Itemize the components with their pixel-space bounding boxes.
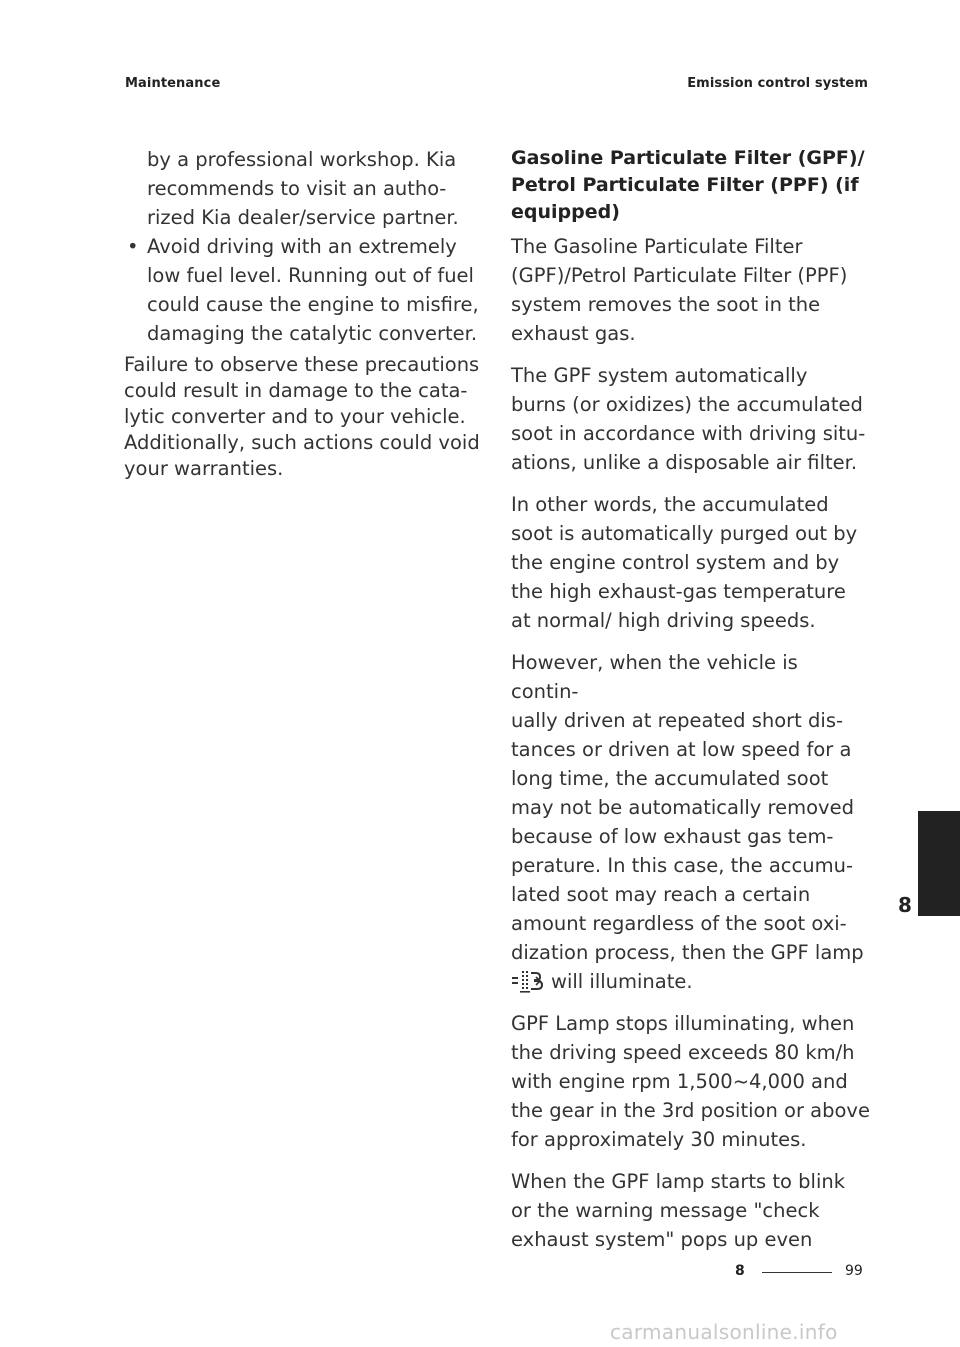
text-line: perature. In this case, the accumu‐ xyxy=(511,854,853,877)
section-heading xyxy=(511,145,871,226)
text-line: When the GPF lamp starts to blink xyxy=(511,1170,846,1193)
text-line: ually driven at repeated short dis‐ xyxy=(511,709,844,732)
paragraph-gpf-blink xyxy=(511,1167,871,1254)
heading-line: Petrol Particulate Filter (PPF) (if xyxy=(511,174,859,196)
text-line: In other words, the accumulated xyxy=(511,493,829,516)
text-line: because of low exhaust gas tem‐ xyxy=(511,825,834,848)
chapter-number: 8 xyxy=(898,893,912,917)
text-line: amount regardless of the soot oxi‐ xyxy=(511,912,847,935)
running-header-topic: Emission control system xyxy=(687,76,868,91)
text-line: by a professional workshop. Kia xyxy=(147,148,457,171)
page-number: 99 xyxy=(845,1263,863,1279)
paragraph-gpf-intro xyxy=(511,232,871,348)
text-line: recommends to visit an autho‐ xyxy=(147,177,447,200)
text-line: the engine control system and by xyxy=(511,551,840,574)
text-line: lated soot may reach a certain xyxy=(511,883,811,906)
paragraph-gpf-purge xyxy=(511,490,871,635)
paragraph-gpf-burn xyxy=(511,361,871,477)
heading-line: equipped) xyxy=(511,201,620,223)
running-header-section: Maintenance xyxy=(125,76,221,91)
text-line: The Gasoline Particulate Filter xyxy=(511,235,803,258)
chapter-tab xyxy=(918,811,960,916)
text-line: Avoid driving with an extremely xyxy=(147,235,457,258)
text-line: could result in damage to the cata‐ xyxy=(124,379,468,402)
bullet-item xyxy=(124,232,480,348)
text-line: rized Kia dealer/service partner. xyxy=(147,206,459,229)
text-line: soot is automatically purged out by xyxy=(511,522,858,545)
text-line: the driving speed exceeds 80 km/h xyxy=(511,1041,855,1064)
text-line: burns (or oxidizes) the accumulated xyxy=(511,393,863,416)
text-line: ations, unlike a disposable air filter. xyxy=(511,451,858,474)
icon-line-tail: will illuminate. xyxy=(551,970,693,993)
footer-divider xyxy=(762,1272,832,1273)
text-line: (GPF)/Petrol Particulate Filter (PPF) xyxy=(511,264,848,287)
text-line: Additionally, such actions could void xyxy=(124,431,480,454)
text-line: or the warning message "check xyxy=(511,1199,820,1222)
text-line: soot in accordance with driving situ‐ xyxy=(511,422,866,445)
text-line: exhaust gas. xyxy=(511,322,636,345)
text-line: at normal/ high driving speeds. xyxy=(511,609,816,632)
text-line: long time, the accumulated soot xyxy=(511,767,829,790)
gpf-lamp-icon xyxy=(511,969,547,993)
text-line: your warranties. xyxy=(124,457,284,480)
text-line: damaging the catalytic converter. xyxy=(147,322,478,345)
closing-paragraph xyxy=(124,352,480,482)
text-line: low fuel level. Running out of fuel xyxy=(147,264,474,287)
paragraph-gpf-stop xyxy=(511,1009,871,1154)
right-column xyxy=(511,145,871,1267)
text-line: the high exhaust-gas temperature xyxy=(511,580,846,603)
continued-paragraph xyxy=(147,145,480,232)
heading-line: Gasoline Particulate Filter (GPF)/ xyxy=(511,147,865,169)
text-line: The GPF system automatically xyxy=(511,364,808,387)
text-line: could cause the engine to misfire, xyxy=(147,293,479,316)
text-line: Failure to observe these precautions xyxy=(124,353,480,376)
text-line: may not be automatically removed xyxy=(511,796,854,819)
paragraph-gpf-lamp xyxy=(511,648,871,996)
text-line: However, when the vehicle is contin‐ xyxy=(511,651,798,703)
text-line: the gear in the 3rd position or above xyxy=(511,1099,870,1122)
text-line: system removes the soot in the xyxy=(511,293,821,316)
text-line: for approximately 30 minutes. xyxy=(511,1128,807,1151)
watermark: carmanualsonline.info xyxy=(610,1320,838,1344)
left-column xyxy=(124,145,480,482)
footer-section-number: 8 xyxy=(735,1263,745,1279)
text-line xyxy=(511,967,871,996)
text-line: GPF Lamp stops illuminating, when xyxy=(511,1012,855,1035)
bullet-marker: • xyxy=(127,235,139,258)
text-line: lytic converter and to your vehicle. xyxy=(124,405,466,428)
text-line: dization process, then the GPF lamp xyxy=(511,941,864,964)
text-line: with engine rpm 1,500~4,000 and xyxy=(511,1070,848,1093)
text-line: tances or driven at low speed for a xyxy=(511,738,852,761)
text-line: exhaust system" pops up even xyxy=(511,1228,813,1251)
